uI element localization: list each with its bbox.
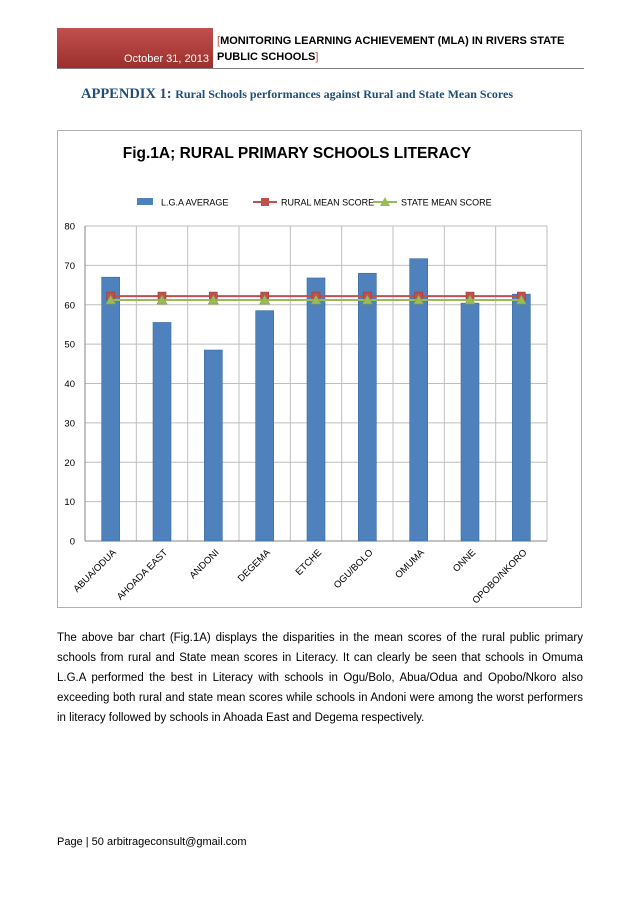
y-tick-label: 40	[64, 379, 75, 390]
header-title-text: MONITORING LEARNING ACHIEVEMENT (MLA) IN RIVERS STATE PUBLIC SCHOOLS	[217, 35, 565, 63]
x-axis-ticks	[71, 547, 529, 606]
bar-ogu-bolo	[358, 273, 376, 541]
bar-opobo-nkoro	[512, 294, 530, 541]
x-tick-label: ABUA/ODUA	[71, 547, 119, 595]
header-date-box	[57, 28, 213, 68]
bar-etche	[307, 278, 325, 541]
body-paragraph: The above bar chart (Fig.1A) displays the disparities in the mean scores of the rural public primary schools from rural and State mean scores in Literacy. It can clearly be seen that schools in Omuma L.G.A performed the best in Literacy with schools in Ogu/Bolo, Abua/Odua and Opobo/Nkoro also exceeding both rural and state mean scores while schools in Andoni were among the worst performers in literacy followed by schools in Ahoada East and Degema respectively.	[57, 632, 583, 724]
bar-ahoada-east	[153, 322, 171, 541]
appendix-label: APPENDIX 1:	[81, 86, 172, 102]
y-tick-label: 80	[64, 221, 75, 233]
header-date: October 31, 2013	[123, 53, 209, 65]
legend-label: L.G.A AVERAGE	[161, 197, 229, 208]
x-tick-label: DEGEMA	[235, 547, 273, 585]
header-title	[217, 33, 587, 65]
chart-title: Fig.1A; RURAL PRIMARY SCHOOLS LITERACY	[122, 145, 472, 162]
bar-onne	[461, 303, 479, 541]
x-tick-label: OMUMA	[393, 547, 427, 581]
appendix-heading	[81, 86, 611, 103]
header-bracket-close: ]	[315, 51, 319, 63]
y-tick-label: 20	[64, 457, 75, 469]
literacy-chart	[57, 130, 582, 608]
legend-swatch-bar	[137, 198, 153, 205]
x-tick-label: AHOADA EAST	[114, 547, 171, 603]
bar-degema	[256, 311, 274, 541]
footer-page-label: Page | 50	[57, 836, 104, 848]
bar-andoni	[204, 350, 222, 541]
legend-swatch-marker	[261, 198, 269, 206]
y-tick-label: 60	[64, 300, 75, 312]
x-tick-label: ONNE	[450, 547, 479, 575]
header-divider	[57, 68, 584, 69]
footer-email: arbitrageconsult@gmail.com	[106, 836, 247, 848]
y-tick-label: 70	[64, 260, 75, 272]
x-tick-label: ANDONI	[187, 547, 222, 582]
y-tick-label: 30	[64, 418, 75, 430]
y-tick-label: 50	[64, 339, 75, 351]
header-bracket-open: [	[217, 35, 221, 47]
y-tick-label: 10	[64, 497, 75, 509]
x-tick-label: ETCHE	[293, 547, 325, 578]
x-tick-label: OPOBO/NKORO	[470, 547, 530, 607]
page-footer	[57, 836, 247, 848]
legend-label: RURAL MEAN SCORE	[281, 197, 375, 208]
bar-abua-odua	[102, 277, 120, 541]
appendix-subtitle: Rural Schools performances against Rural and State Mean Scores	[175, 87, 514, 101]
y-tick-label: 0	[69, 536, 75, 548]
legend-label: STATE MEAN SCORE	[401, 197, 492, 208]
y-axis-ticks	[64, 222, 75, 548]
x-tick-label: OGU/BOLO	[331, 547, 376, 591]
line-series	[106, 292, 527, 304]
chart-legend	[137, 197, 492, 208]
